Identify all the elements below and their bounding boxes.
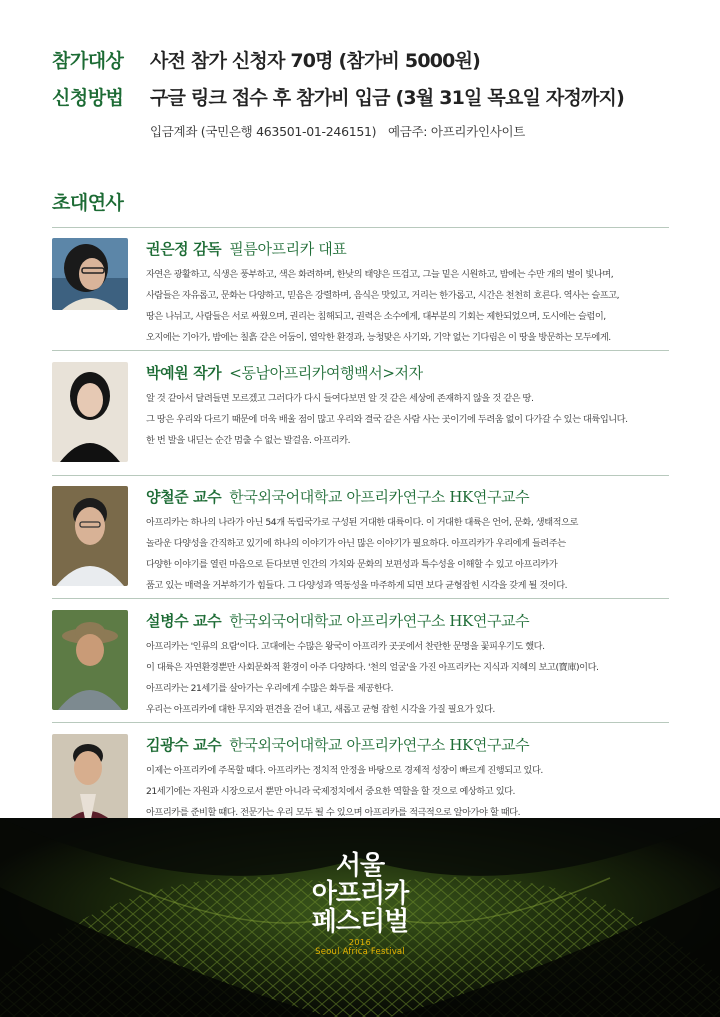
- speaker-heading: [146, 362, 423, 383]
- bio-line: 자연은 광활하고, 식생은 풍부하고, 색은 화려하며, 한낮의 태양은 뜨겁고, 그늘 밑은 시원하고, 밤에는 수만 개의 별이 빛나며,: [146, 269, 614, 280]
- speaker-title: 한국외국어대학교 아프리카연구소 HK연구교수: [229, 612, 530, 630]
- speaker-name: 박예원 작가: [146, 364, 222, 382]
- bio-line: 사람들은 자유롭고, 문화는 다양하고, 믿음은 강렬하며, 음식은 맛있고, 거리는 한가롭고, 시간은 천천히 흐른다. 역사는 슬프고,: [146, 290, 620, 301]
- bio-line: 이제는 아프리카에 주목할 때다. 아프리카는 정치적 안정을 바탕으로 경제적 성장이 빠르게 진행되고 있다.: [146, 765, 543, 776]
- speaker-heading: [146, 238, 346, 259]
- application-row: [52, 83, 700, 120]
- speaker-bio: [146, 388, 628, 451]
- logo-english: Seoul Africa Festival: [315, 947, 405, 957]
- bio-line: 한 번 발을 내딛는 순간 멈출 수 없는 발걸음. 아프리카.: [146, 435, 351, 446]
- speaker-name: 김광수 교수: [146, 736, 222, 754]
- divider: [52, 475, 669, 476]
- speaker-bio: [146, 636, 599, 720]
- speaker-heading: [146, 734, 529, 755]
- speaker-title: 필름아프리카 대표: [229, 240, 347, 258]
- bio-line: 다양한 이야기를 열린 마음으로 듣다보면 인간의 가치와 문화의 보편성과 특수성을 이해할 수 있고 아프리카가: [146, 559, 558, 570]
- speaker-title: 한국외국어대학교 아프리카연구소 HK연구교수: [229, 736, 530, 754]
- logo-line: 페스티벌: [311, 907, 409, 937]
- divider: [52, 598, 669, 599]
- speaker-photo: [52, 486, 128, 586]
- bio-line: 오지에는 기아가, 밤에는 칠흙 같은 어둠이, 열악한 환경과, 능청맞은 사기와, 기약 없는 기다림은 이 땅을 방문하는 모두에게.: [146, 332, 611, 343]
- application-value: 구글 링크 접수 후 참가비 입금 (3월 31일 목요일 자정까지): [150, 87, 624, 109]
- bio-line: 아프리카는 '인류의 요람'이다. 고대에는 수많은 왕국이 아프리카 곳곳에서 찬란한 문명을 꽃피우기도 했다.: [146, 641, 545, 652]
- bio-line: 우리는 아프리카에 대한 무지와 편견을 걷어 내고, 새롭고 균형 잡힌 시각을 가질 필요가 있다.: [146, 704, 495, 715]
- logo-year: 2016: [348, 938, 372, 947]
- speaker-title: <동남아프리카여행백서>저자: [229, 364, 423, 382]
- bank-account: [150, 122, 533, 140]
- speaker-heading: [146, 610, 529, 631]
- logo-line: 아프리카: [311, 879, 409, 909]
- speaker-bio: [146, 512, 578, 596]
- bio-line: 놀라운 다양성을 간직하고 있기에 하나의 이야기가 아닌 많은 이야기가 필요하다. 아프리카가 우리에게 들려주는: [146, 538, 566, 549]
- festival-logo: [0, 852, 720, 957]
- speaker-name: 양철준 교수: [146, 488, 222, 506]
- bio-line: 알 것 같아서 달려들면 모르겠고 그러다가 다시 들여다보면 알 것 같은 세상에 존재하지 않을 것 같은 땅.: [146, 393, 534, 404]
- application-label: 신청방법: [52, 87, 124, 109]
- speaker-photo: [52, 362, 128, 462]
- speaker-photo: [52, 610, 128, 710]
- logo-line: 서울: [335, 851, 385, 881]
- bio-line: 아프리카를 준비할 때다. 전문가는 우리 모두 될 수 있으며 아프리카를 적극적으로 알아가야 할 때다.: [146, 807, 521, 818]
- participant-label: 참가대상: [52, 50, 124, 72]
- bio-line: 땅은 나뉘고, 사람들은 서로 싸웠으며, 권리는 침해되고, 권력은 소수에게, 대부분의 기회는 제한되었으며, 도시에는 슬럼이,: [146, 311, 606, 322]
- divider: [52, 722, 669, 723]
- bio-line: 그 땅은 우리와 다르기 때문에 더욱 배울 점이 많고 우리와 결국 같은 사람 사는 곳이기에 두려움 없이 다가갈 수 있는 대륙입니다.: [146, 414, 628, 425]
- event-info: [52, 46, 700, 120]
- account-holder: 예금주: 아프리카인사이트: [387, 124, 526, 139]
- speaker-title: 한국외국어대학교 아프리카연구소 HK연구교수: [229, 488, 530, 506]
- speaker-bio: [146, 264, 619, 348]
- participant-row: [52, 46, 700, 83]
- bio-line: 21세기에는 자원과 시장으로서 뿐만 아니라 국제정치에서 중요한 역할을 할 것으로 예상하고 있다.: [146, 786, 516, 797]
- speaker-heading: [146, 486, 529, 507]
- bio-line: 품고 있는 매력을 거부하기가 힘들다. 그 다양성과 역동성을 마주하게 되면 보다 균형잡힌 시각을 갖게 될 것이다.: [146, 580, 568, 591]
- account-number: 입금계좌 (국민은행 463501-01-246151): [150, 124, 377, 139]
- divider: [52, 227, 669, 228]
- section-title: 초대연사: [52, 192, 124, 214]
- divider: [52, 350, 669, 351]
- bio-line: 아프리카는 21세기를 살아가는 우리에게 수많은 화두를 제공한다.: [146, 683, 394, 694]
- participant-value: 사전 참가 신청자 70명 (참가비 5000원): [150, 50, 481, 72]
- speaker-name: 권은정 감독: [146, 240, 222, 258]
- speaker-photo: [52, 238, 128, 310]
- bio-line: 이 대륙은 자연환경뿐만 사회문화적 환경이 아주 다양하다. '천의 얼굴'을 가진 아프리카는 지식과 지혜의 보고(寶庫)이다.: [146, 662, 599, 673]
- speaker-name: 설병수 교수: [146, 612, 222, 630]
- bio-line: 아프리카는 하나의 나라가 아닌 54개 독립국가로 구성된 거대한 대륙이다. 이 거대한 대륙은 언어, 문화, 생태적으로: [146, 517, 578, 528]
